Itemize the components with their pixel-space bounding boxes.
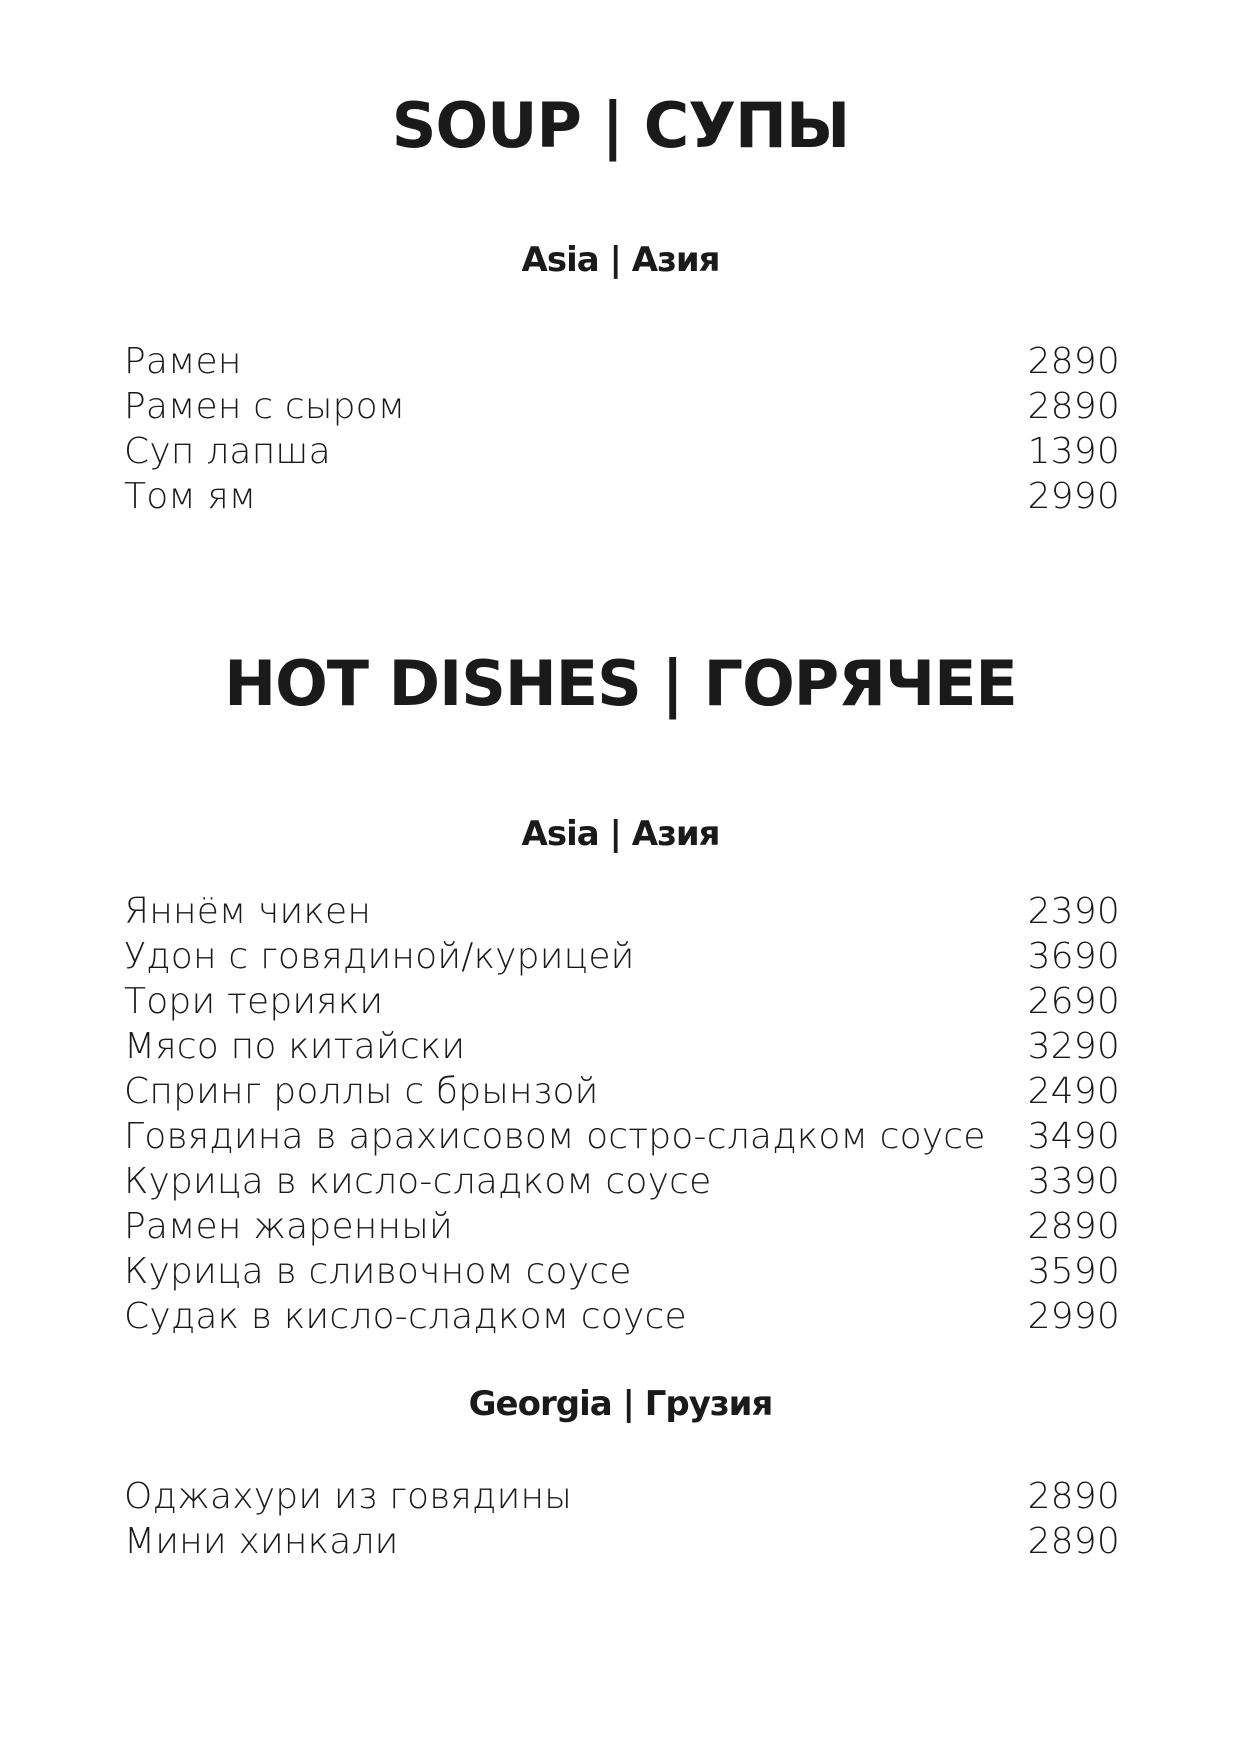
menu-item xyxy=(124,1159,1120,1204)
item-price: 3390 xyxy=(1027,1161,1120,1202)
item-name: Рамен с сыром xyxy=(124,386,406,427)
menu-item xyxy=(124,384,1120,429)
menu-item xyxy=(124,1114,1120,1159)
item-name: Том ям xyxy=(124,476,257,517)
menu-item xyxy=(124,1024,1120,1069)
menu-item xyxy=(124,1204,1120,1249)
item-name: Рамен xyxy=(124,341,242,382)
section-title-hot-dishes: HOT DISHES | ГОРЯЧЕЕ xyxy=(224,647,1017,720)
section-title-soup: SOUP | СУПЫ xyxy=(391,89,850,162)
item-name: Курица в кисло-сладком соусе xyxy=(124,1161,712,1202)
item-name: Рамен жаренный xyxy=(124,1206,453,1247)
menu-item xyxy=(124,474,1120,519)
item-price: 2890 xyxy=(1027,341,1120,382)
menu-list-hot-asia xyxy=(124,889,1120,1339)
item-name: Оджахури из говядины xyxy=(124,1476,572,1517)
item-price: 2890 xyxy=(1027,386,1120,427)
item-name: Суп лапша xyxy=(124,431,331,472)
item-name: Удон с говядиной/курицей xyxy=(124,936,635,977)
menu-list-soup-asia xyxy=(124,339,1120,519)
item-name: Яннём чикен xyxy=(124,891,372,932)
item-price: 2890 xyxy=(1027,1206,1120,1247)
item-price: 2690 xyxy=(1027,981,1120,1022)
menu-item xyxy=(124,339,1120,384)
item-name: Говядина в арахисовом остро-сладком соусе xyxy=(124,1116,986,1157)
group-title-hot-georgia: Georgia | Грузия xyxy=(468,1384,773,1424)
item-price: 2890 xyxy=(1027,1521,1120,1562)
menu-item xyxy=(124,1069,1120,1114)
menu-item xyxy=(124,429,1120,474)
menu-item xyxy=(124,934,1120,979)
menu-item xyxy=(124,1519,1120,1564)
item-price: 1390 xyxy=(1027,431,1120,472)
item-name: Курица в сливочном соусе xyxy=(124,1251,632,1292)
item-price: 3690 xyxy=(1027,936,1120,977)
item-name: Мини хинкали xyxy=(124,1521,399,1562)
group-title-soup-asia: Asia | Азия xyxy=(521,240,720,280)
group-title-hot-asia: Asia | Азия xyxy=(521,814,720,854)
item-name: Спринг роллы с брынзой xyxy=(124,1071,599,1112)
item-price: 3290 xyxy=(1027,1026,1120,1067)
item-price: 2390 xyxy=(1027,891,1120,932)
menu-item xyxy=(124,889,1120,934)
item-price: 2990 xyxy=(1027,476,1120,517)
menu-item xyxy=(124,979,1120,1024)
item-price: 3590 xyxy=(1027,1251,1120,1292)
item-name: Мясо по китайски xyxy=(124,1026,466,1067)
item-name: Судак в кисло-сладком соусе xyxy=(124,1296,687,1337)
item-price: 3490 xyxy=(1027,1116,1120,1157)
item-price: 2890 xyxy=(1027,1476,1120,1517)
menu-item xyxy=(124,1249,1120,1294)
menu-list-hot-georgia xyxy=(124,1474,1120,1564)
item-price: 2490 xyxy=(1027,1071,1120,1112)
item-name: Тори терияки xyxy=(124,981,384,1022)
item-price: 2990 xyxy=(1027,1296,1120,1337)
menu-item xyxy=(124,1474,1120,1519)
menu-item xyxy=(124,1294,1120,1339)
